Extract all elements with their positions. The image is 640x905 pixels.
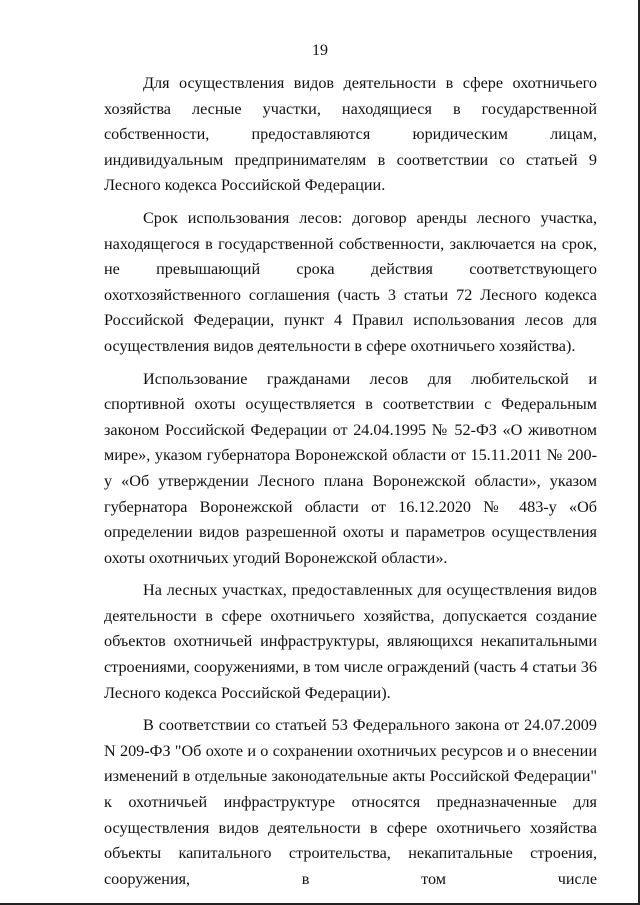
paragraph-hunting-land-provision: Для осуществления видов деятельности в сфере охотничьего хозяйства лесные участки, находящиеся в государственной собственности, предоставляются юридическим лицам, индивидуальным предпринимателям в соответствии со статьей 9 Лесного кодекса Российской Федерации. (104, 74, 597, 195)
paragraph-federal-law-article-53: В соответствии со статьей 53 Федерального закона от 24.07.2009 N 209-ФЗ "Об охоте и о сохранении охотничьих ресурсов и о внесении изменений в отдельные законодательные акты Российской Федерации" к охотничьей инфраструктуре относятся предназначенные для осуществления видов деятельности в сфере охотничьего хозяйства объекты капитального строительства, некапитальные строения, сооружения, в том числе (104, 716, 597, 888)
paragraph-citizen-hunting: Использование гражданами лесов для любительской и спортивной охоты осуществляется в соответствии с Федеральным законом Российской Федерации от 24.04.1995 № 52-ФЗ «О животном мире», указом губернатора Воронежской области от 15.11.2011 № 200-у «Об утверждении Лесного плана Воронежской области», указом губернатора Воронежской области от 16.12.2020 № 483-у «Об определении видов разрешенной охоты и параметров осуществления охоты охотничьих угодий Воронежской области». (104, 369, 597, 567)
page-number: 19 (312, 42, 328, 59)
paragraph-lease-term: Срок использования лесов: договор аренды лесного участка, находящегося в государственной собственности, заключается на срок, не превышающий срока действия соответствующего охотхозяйственного соглашения (часть 3 статьи 72 Лесного кодекса Российской Федерации, пункт 4 Правил использования лесов для осуществления видов деятельности в сфере охотничьего хозяйства). (104, 208, 597, 355)
document-body (104, 71, 597, 892)
paragraph-hunting-infrastructure: На лесных участках, предоставленных для осуществления видов деятельности в сфере охотничьего хозяйства, допускается создание объектов охотничьей инфраструктуры, являющихся некапитальными строениями, сооружениями, в том числе ограждений (часть 4 статьи 36 Лесного кодекса Российской Федерации). (104, 581, 597, 702)
